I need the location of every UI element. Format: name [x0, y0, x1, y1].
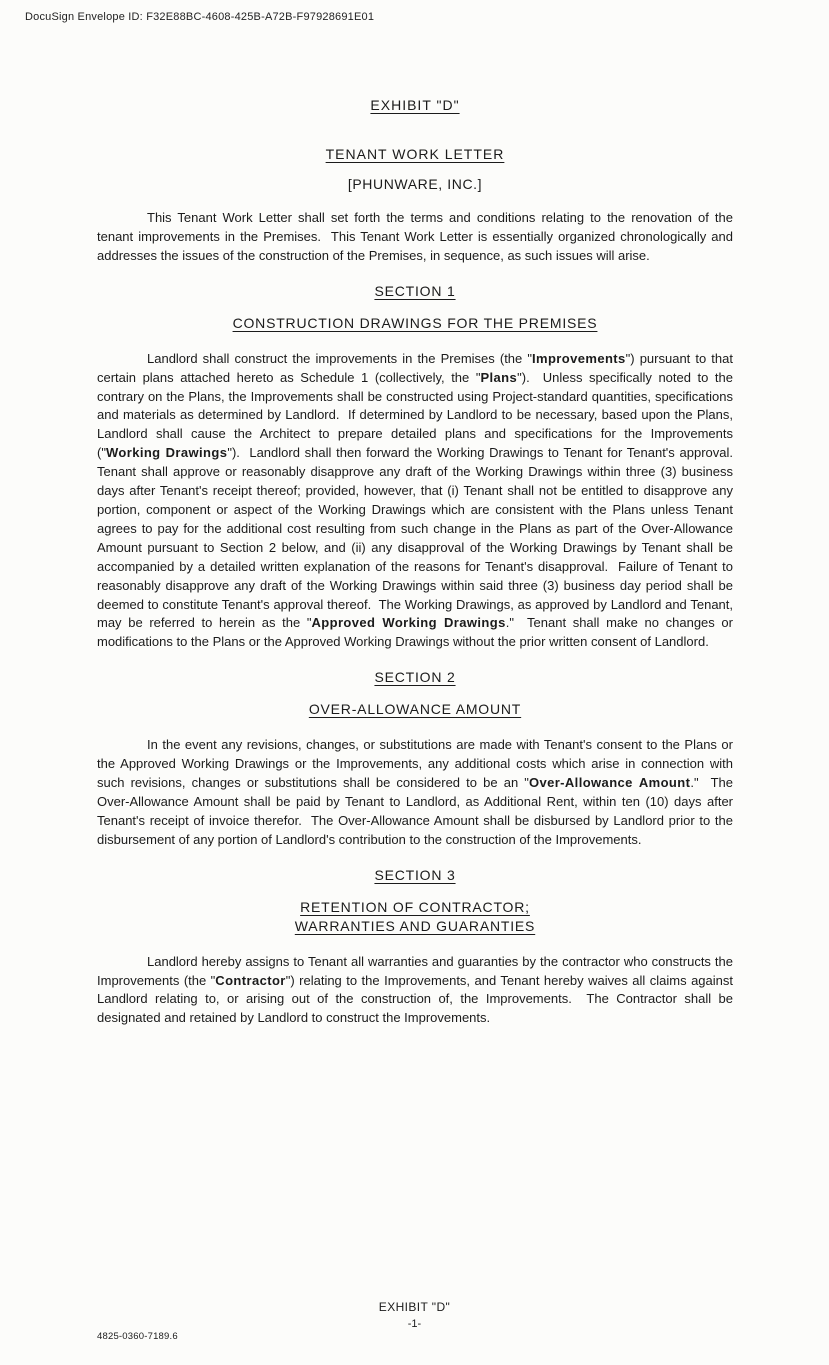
intro-paragraph: This Tenant Work Letter shall set forth the terms and conditions relating to the renovation of the tenant improvements in the Premises. This Tenant Work Letter is essentially organized chronologically and addresses the issues of the construction of the Premises, in sequence, as such issues will arise.	[97, 210, 737, 263]
section-3-subheading-line-2: WARRANTIES AND GUARANTIES	[294, 917, 536, 934]
section-3-subheading-line-1: RETENTION OF CONTRACTOR;	[300, 898, 530, 915]
section-2-heading: SECTION 2	[374, 669, 456, 686]
footer-document-number: 4825-0360-7189.6	[97, 1331, 178, 1342]
section-1-heading: SECTION 1	[374, 282, 456, 299]
section-2-subheading	[97, 700, 733, 719]
footer-page-number: -1-	[407, 1318, 422, 1330]
section-2-subheading-line: OVER-ALLOWANCE AMOUNT	[308, 701, 522, 718]
section-1-subheading	[97, 314, 733, 333]
footer-exhibit-label: EXHIBIT "D"	[378, 1300, 451, 1314]
section-3-body: Landlord hereby assigns to Tenant all warranties and guaranties by the contractor who constructs the Improvements (the "Contractor") relating to the Improvements, and Tenant hereby waives all claims against Landlord relating to, or arising out of the construction of, the Improvements. The Contractor shall be designated and retained by Landlord to construct the Improvements.	[97, 953, 737, 1026]
company-name: [PHUNWARE, INC.]	[347, 176, 483, 192]
document-body	[97, 0, 741, 1028]
section-3-subheading	[97, 898, 733, 936]
docusign-envelope-id: DocuSign Envelope ID: F32E88BC-4608-425B-A72B-F97928691E01	[25, 11, 375, 23]
document-subtitle: TENANT WORK LETTER	[325, 146, 505, 162]
section-3-heading: SECTION 3	[374, 866, 456, 883]
exhibit-title: EXHIBIT "D"	[370, 97, 460, 113]
section-1-subheading-line: CONSTRUCTION DRAWINGS FOR THE PREMISES	[232, 314, 598, 331]
section-1-body: Landlord shall construct the improvements in the Premises (the "Improvements") pursuant to that certain plans attached hereto as Schedule 1 (collectively, the "Plans"). Unless specifically noted to the contrary on the Plans, the Improvements shall be constructed using Project-standard quantities, specifications and materials as determined by Landlord. If determined by Landlord to be necessary, based upon the Plans, Landlord shall cause the Architect to prepare detailed plans and specifications for the Improvements ("Working Drawings"). Landlord shall then forward the Working Drawings to Tenant for Tenant's approval. Tenant shall approve or reasonably disapprove any draft of the Working Drawings within three (3) business days after Tenant's receipt thereof; provided, however, that (i) Tenant shall not be entitled to disapprove any portion, component or aspect of the Working Drawings which are consistent with the Plans unless Tenant agrees to pay for the additional cost resulting from such change in the Plans as part of the Over-Allowance Amount pursuant to Section 2 below, and (ii) any disapproval of the Working Drawings by Tenant shall be accompanied by a detailed written explanation of the reasons for Tenant's disapproval. Failure of Tenant to reasonably disapprove any draft of the Working Drawings within said three (3) business day period shall be deemed to constitute Tenant's approval thereof. The Working Drawings, as approved by Landlord and Tenant, may be referred to herein as the "Approved Working Drawings." Tenant shall make no changes or modifications to the Plans or the Approved Working Drawings without the prior written consent of Landlord.	[97, 350, 741, 650]
section-2-body: In the event any revisions, changes, or substitutions are made with Tenant's consent to the Plans or the Approved Working Drawings or the Improvements, any additional costs which arise in connection with such revisions, changes or substitutions shall be considered to be an "Over-Allowance Amount." The Over-Allowance Amount shall be paid by Tenant to Landlord, as Additional Rent, within ten (10) days after Tenant's receipt of invoice therefor. The Over-Allowance Amount shall be disbursed by Landlord prior to the disbursement of any portion of Landlord's contribution to the construction of the Improvements.	[97, 737, 737, 847]
